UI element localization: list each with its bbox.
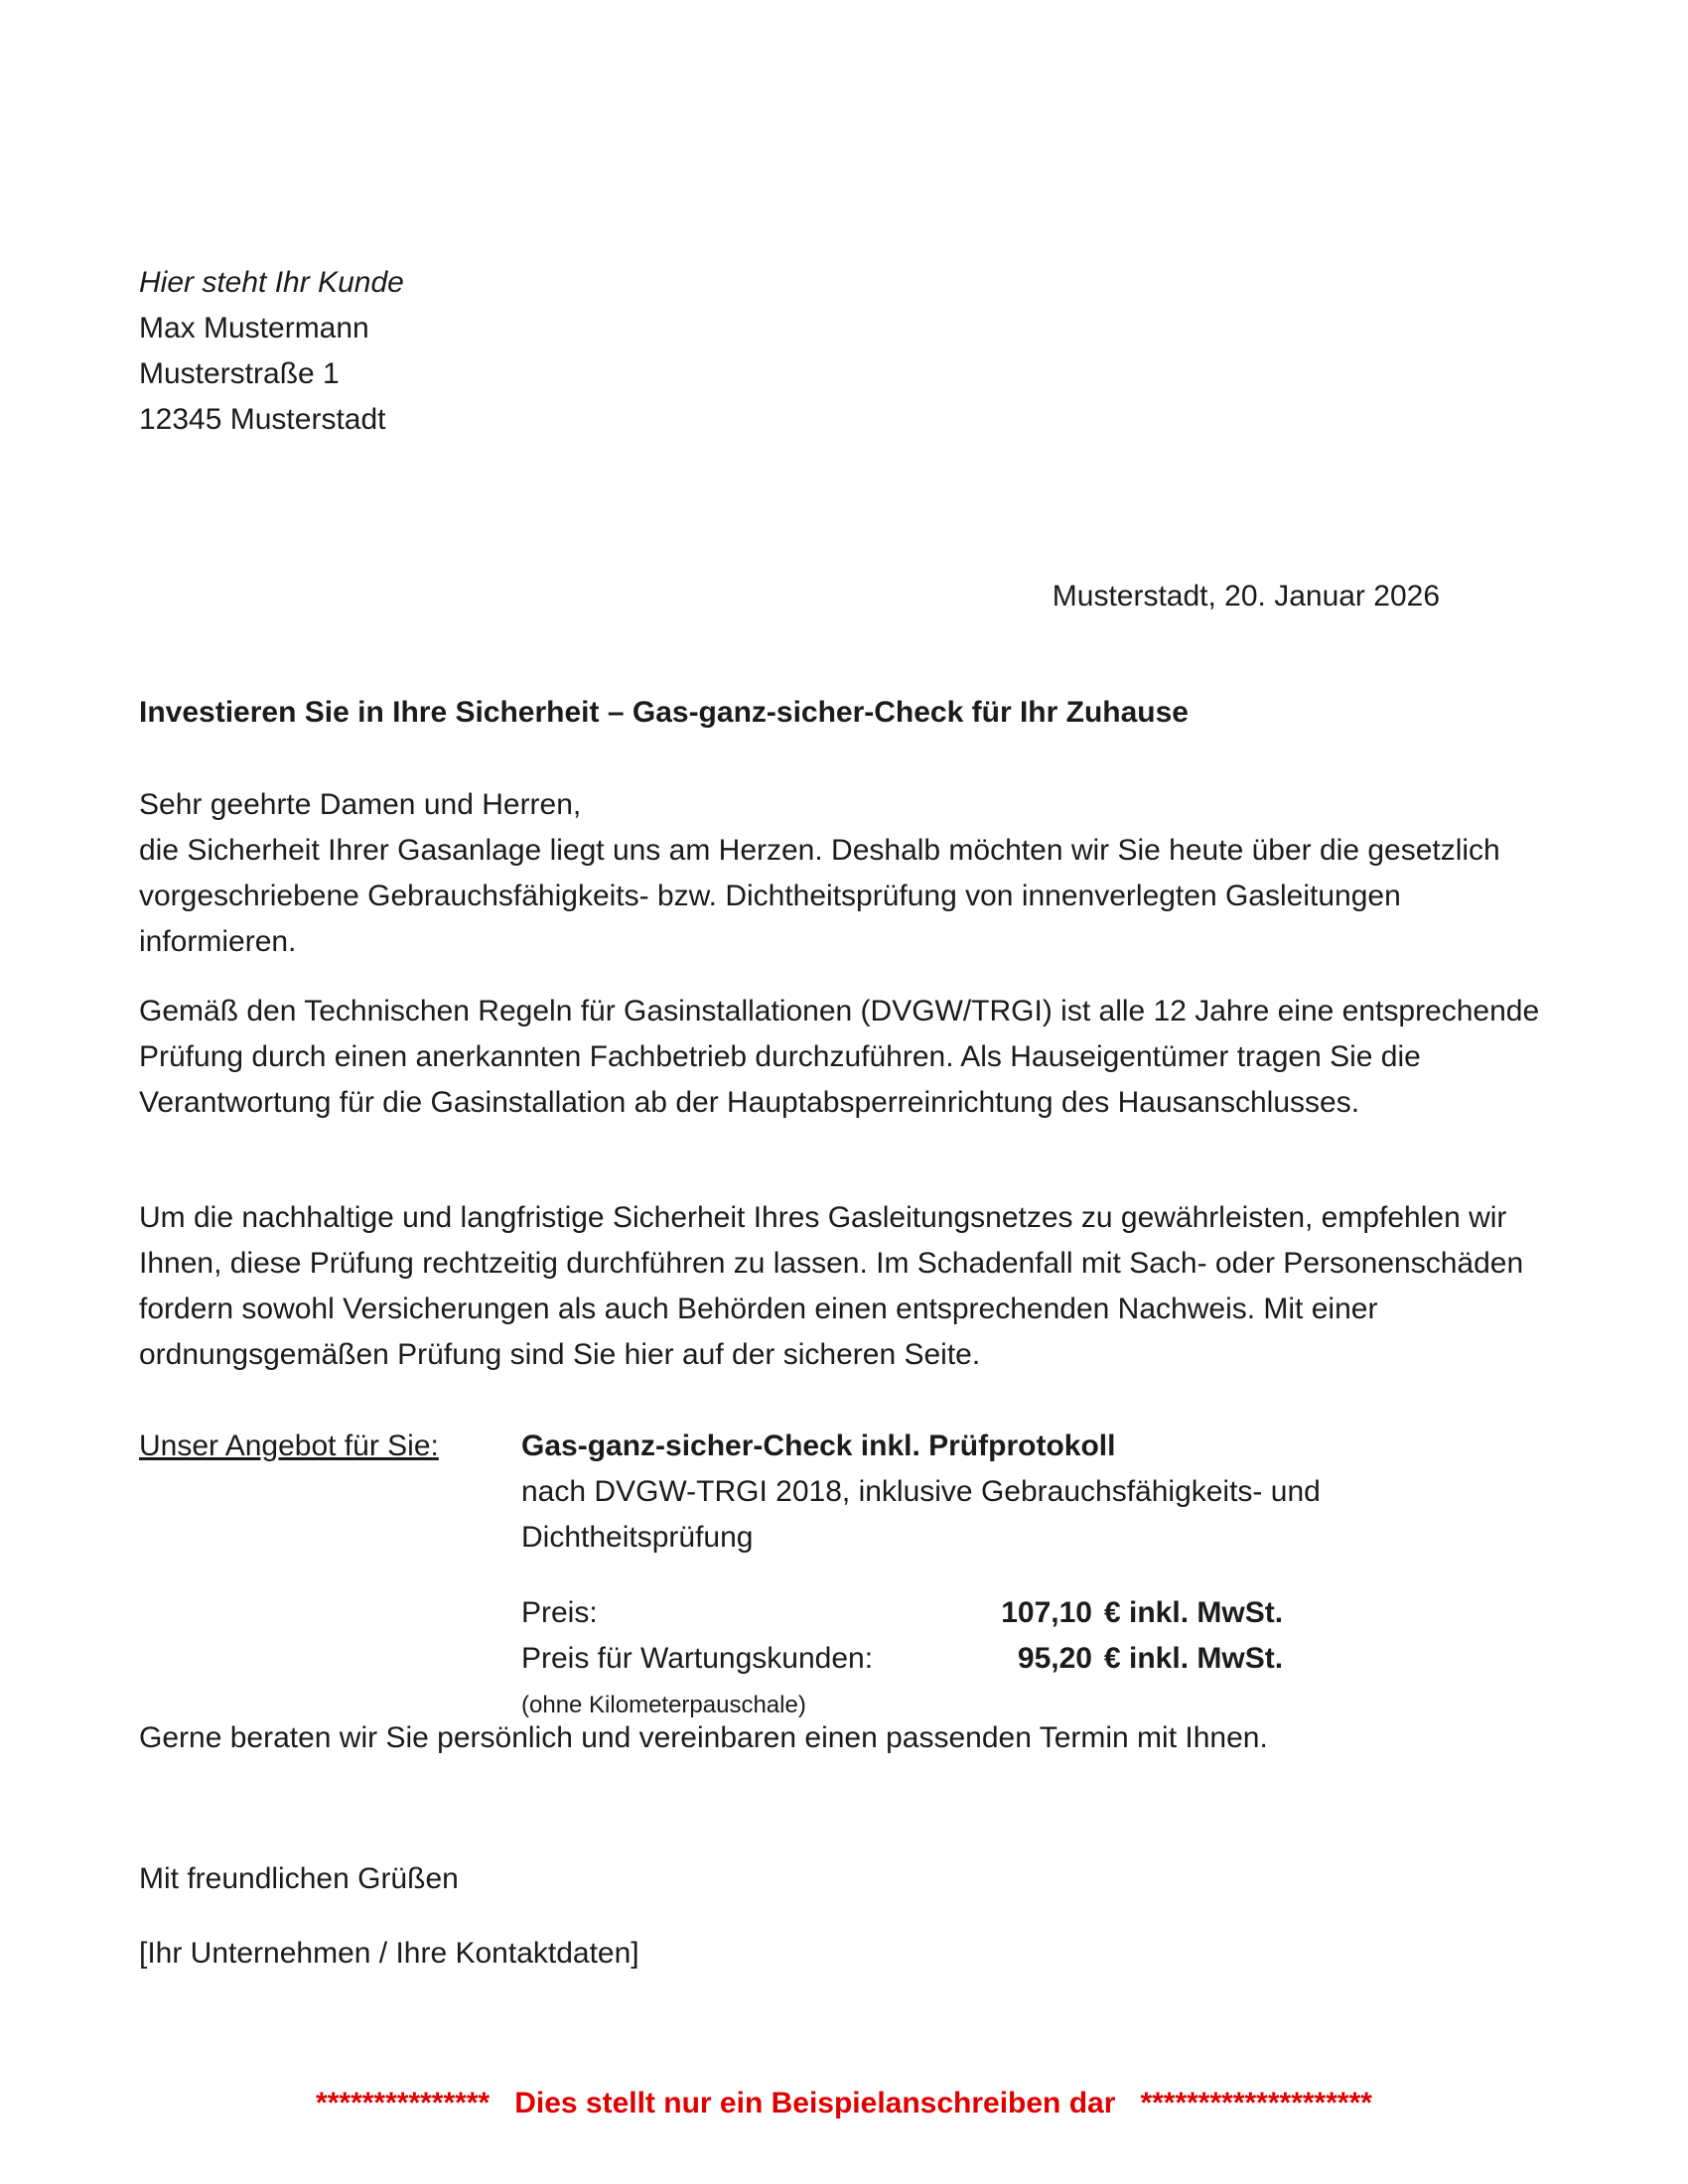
offer-spacer <box>139 1561 521 1725</box>
recipient-placeholder-note: Hier steht Ihr Kunde <box>139 266 404 299</box>
price-amount: 95,20 <box>1017 1642 1092 1675</box>
recipient-street: Musterstraße 1 <box>139 357 340 390</box>
salutation: Sehr geehrte Damen und Herren, <box>139 788 582 821</box>
offer-header-grid <box>139 1424 1549 1725</box>
price-table <box>521 1590 1549 1725</box>
price-amount: 107,10 <box>1001 1596 1092 1629</box>
disclaimer-text: Dies stellt nur ein Beispielanschreiben dar <box>514 2087 1116 2119</box>
price-row-maintenance-customers <box>521 1636 1549 1682</box>
price-label: Preis für Wartungskunden: <box>521 1642 874 1675</box>
price-suffix: € inkl. MwSt. <box>1104 1596 1284 1629</box>
disclaimer-stars-left: *************** <box>316 2087 491 2119</box>
offer-subtitle: nach DVGW-TRGI 2018, inklusive Gebrauchsfähigkeits- und Dichtheitsprüfung <box>521 1475 1321 1554</box>
recipient-address-block <box>139 260 404 443</box>
price-note: (ohne Kilometerpauschale) <box>521 1692 806 1718</box>
body-paragraph-2: Gemäß den Technischen Regeln für Gasinstallationen (DVGW/TRGI) ist alle 12 Jahre eine entsprechende Prüfung durch einen anerkannten Fachbetrieb durchzuführen. Als Hauseigentümer tragen Sie die Verantwortung für die Gasinstallation ab der Hauptabsperreinrichtung des Hausanschlusses. <box>139 995 1540 1119</box>
closing-line: Gerne beraten wir Sie persönlich und vereinbaren einen passenden Termin mit Ihnen. <box>139 1721 1268 1754</box>
date-line: Musterstadt, 20. Januar 2026 <box>1052 580 1440 613</box>
offer-label: Unser Angebot für Sie: <box>139 1430 439 1462</box>
body-paragraph-1 <box>139 782 1549 965</box>
disclaimer-stars-right: ******************** <box>1140 2087 1372 2119</box>
price-suffix: € inkl. MwSt. <box>1104 1642 1284 1675</box>
recipient-name: Max Mustermann <box>139 312 369 344</box>
paragraph-1-text: die Sicherheit Ihrer Gasanlage liegt uns am Herzen. Deshalb möchten wir Sie heute über die gesetzlich vorgeschriebene Gebrauchsfähigkeits- bzw. Dichtheitsprüfung von innenverlegten Gasleitungen informieren. <box>139 834 1500 958</box>
subject-line: Investieren Sie in Ihre Sicherheit – Gas-ganz-sicher-Check für Ihr Zuhause <box>139 696 1189 729</box>
sample-letter-disclaimer <box>0 2081 1688 2126</box>
price-row-standard <box>521 1590 1549 1636</box>
signoff-line: Mit freundlichen Grüßen <box>139 1862 459 1895</box>
price-label: Preis: <box>521 1596 598 1629</box>
body-paragraph-3: Um die nachhaltige und langfristige Sicherheit Ihres Gasleitungsnetzes zu gewährleisten, empfehlen wir Ihnen, diese Prüfung rechtzeitig durchführen zu lassen. Im Schadenfall mit Sach- oder Personenschäden fordern sowohl Versicherungen als auch Behörden einen entsprechenden Nachweis. Mit einer ordnungsgemäßen Prüfung sind Sie hier auf der sicheren Seite. <box>139 1201 1524 1371</box>
recipient-city: 12345 Musterstadt <box>139 403 386 436</box>
signature-placeholder: [Ihr Unternehmen / Ihre Kontaktdaten] <box>139 1937 639 1970</box>
offer-section <box>139 1424 1549 1725</box>
offer-spacer <box>139 1469 521 1561</box>
offer-title: Gas-ganz-sicher-Check inkl. Prüfprotokoll <box>521 1430 1116 1462</box>
